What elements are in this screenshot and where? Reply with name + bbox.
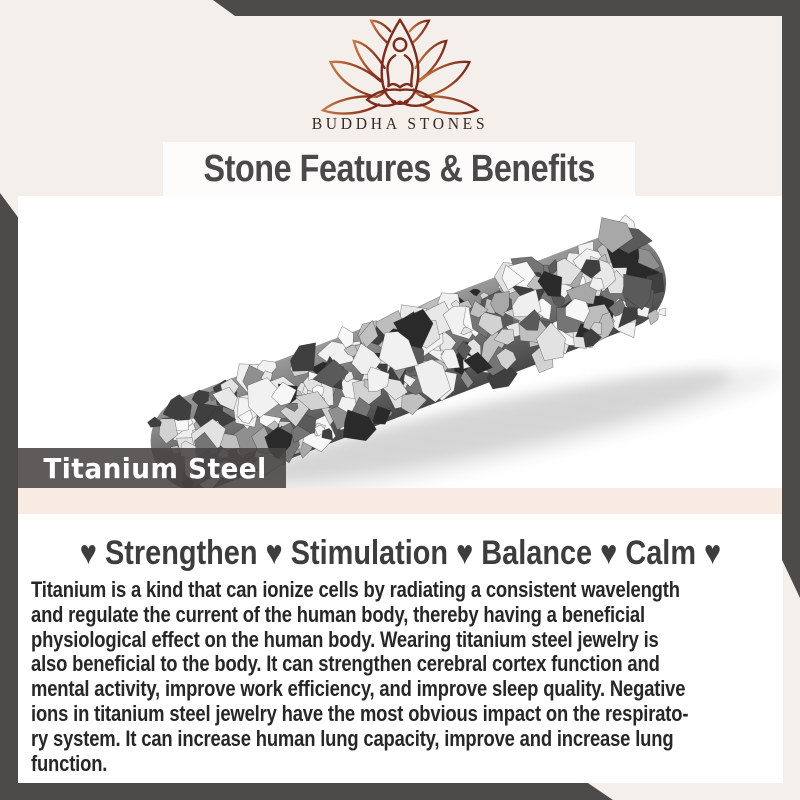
paragraph-line: ry system. It can increase human lung capacity, improve and increase lung — [31, 725, 674, 751]
paragraph-line: ions in titanium steel jewelry have the most obvious impact on the respirato- — [31, 700, 689, 726]
paragraph-line: also beneficial to the body. It can strengthen cerebral cortex function and — [31, 651, 660, 677]
benefits-heading: ♥ Strengthen ♥ Stimulation ♥ Balance ♥ Calm ♥ — [79, 534, 722, 572]
lotus-meditation-logo-icon — [303, 12, 497, 118]
divider-strip — [0, 488, 800, 514]
paragraph-line: mental activity, improve work efficiency, and improve sleep quality. Negative — [31, 676, 686, 702]
benefits-panel — [18, 514, 783, 783]
frame-bar-right — [782, 0, 800, 598]
benefits-paragraph — [31, 578, 784, 776]
frame-bar-top — [0, 0, 800, 16]
paragraph-line: function. — [31, 750, 108, 776]
paragraph-line: and regulate the current of the human body, thereby having a beneficial — [31, 601, 645, 627]
frame-bar-left — [0, 193, 18, 800]
page-title: Stone Features & Benefits — [203, 147, 595, 190]
paragraph-line: Titanium is a kind that can ionize cells by radiating a consistent wavelength — [31, 577, 680, 602]
section-header — [163, 142, 635, 196]
stone-name-label — [18, 448, 286, 488]
stone-name-text: Titanium Steel — [43, 452, 267, 485]
stone-photo-panel — [18, 196, 783, 488]
frame-bar-bottom — [0, 783, 613, 800]
paragraph-line: physiological effect on the human body. Wearing titanium steel jewelry is — [31, 626, 659, 652]
titanium-crystal-photo — [18, 196, 783, 488]
brand-name: BUDDHA STONES — [311, 114, 489, 133]
